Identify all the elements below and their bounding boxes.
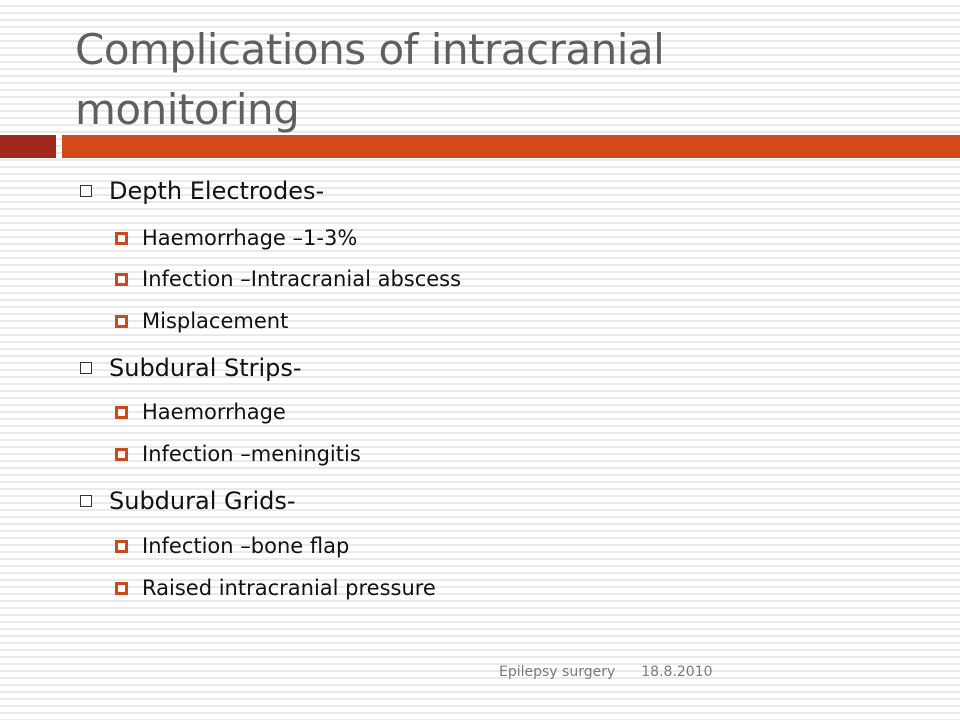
list-item-text: Haemorrhage: [142, 400, 286, 424]
square-bullet-icon: [115, 406, 128, 419]
square-bullet-icon: [115, 315, 128, 328]
section-heading-depth-electrodes: [80, 171, 324, 211]
list-item: [115, 394, 286, 430]
list-item-text: Infection –meningitis: [142, 442, 361, 466]
footer-text: Epilepsy surgery: [499, 664, 616, 680]
hollow-square-bullet-icon: [80, 185, 92, 197]
list-item-text: Misplacement: [142, 309, 289, 333]
list-item-text: Raised intracranial pressure: [142, 576, 436, 600]
square-bullet-icon: [115, 582, 128, 595]
list-item: [115, 220, 357, 256]
square-bullet-icon: [115, 232, 128, 245]
footer-date: 18.8.2010: [641, 664, 713, 680]
section-heading-subdural-strips: [80, 348, 302, 388]
section-heading-subdural-grids: [80, 481, 296, 521]
list-item-text: Haemorrhage –1-3%: [142, 226, 358, 250]
list-item: [115, 570, 436, 606]
square-bullet-icon: [115, 448, 128, 461]
hollow-square-bullet-icon: [80, 362, 92, 374]
hollow-square-bullet-icon: [80, 495, 92, 507]
section-heading-text: Subdural Strips-: [109, 354, 302, 382]
list-item-text: Infection –bone flap: [142, 534, 350, 558]
list-item-text: Infection –Intracranial abscess: [142, 267, 462, 291]
section-heading-text: Depth Electrodes-: [109, 177, 325, 205]
list-item: [115, 436, 361, 472]
list-item: [115, 261, 461, 297]
list-item: [115, 303, 288, 339]
slide-footer: [499, 664, 713, 680]
square-bullet-icon: [115, 273, 128, 286]
slide-title-line-1: Complications of intracranial: [75, 25, 665, 74]
slide-title-line-2: monitoring: [75, 85, 300, 134]
square-bullet-icon: [115, 540, 128, 553]
list-item: [115, 528, 349, 564]
section-heading-text: Subdural Grids-: [109, 487, 296, 515]
